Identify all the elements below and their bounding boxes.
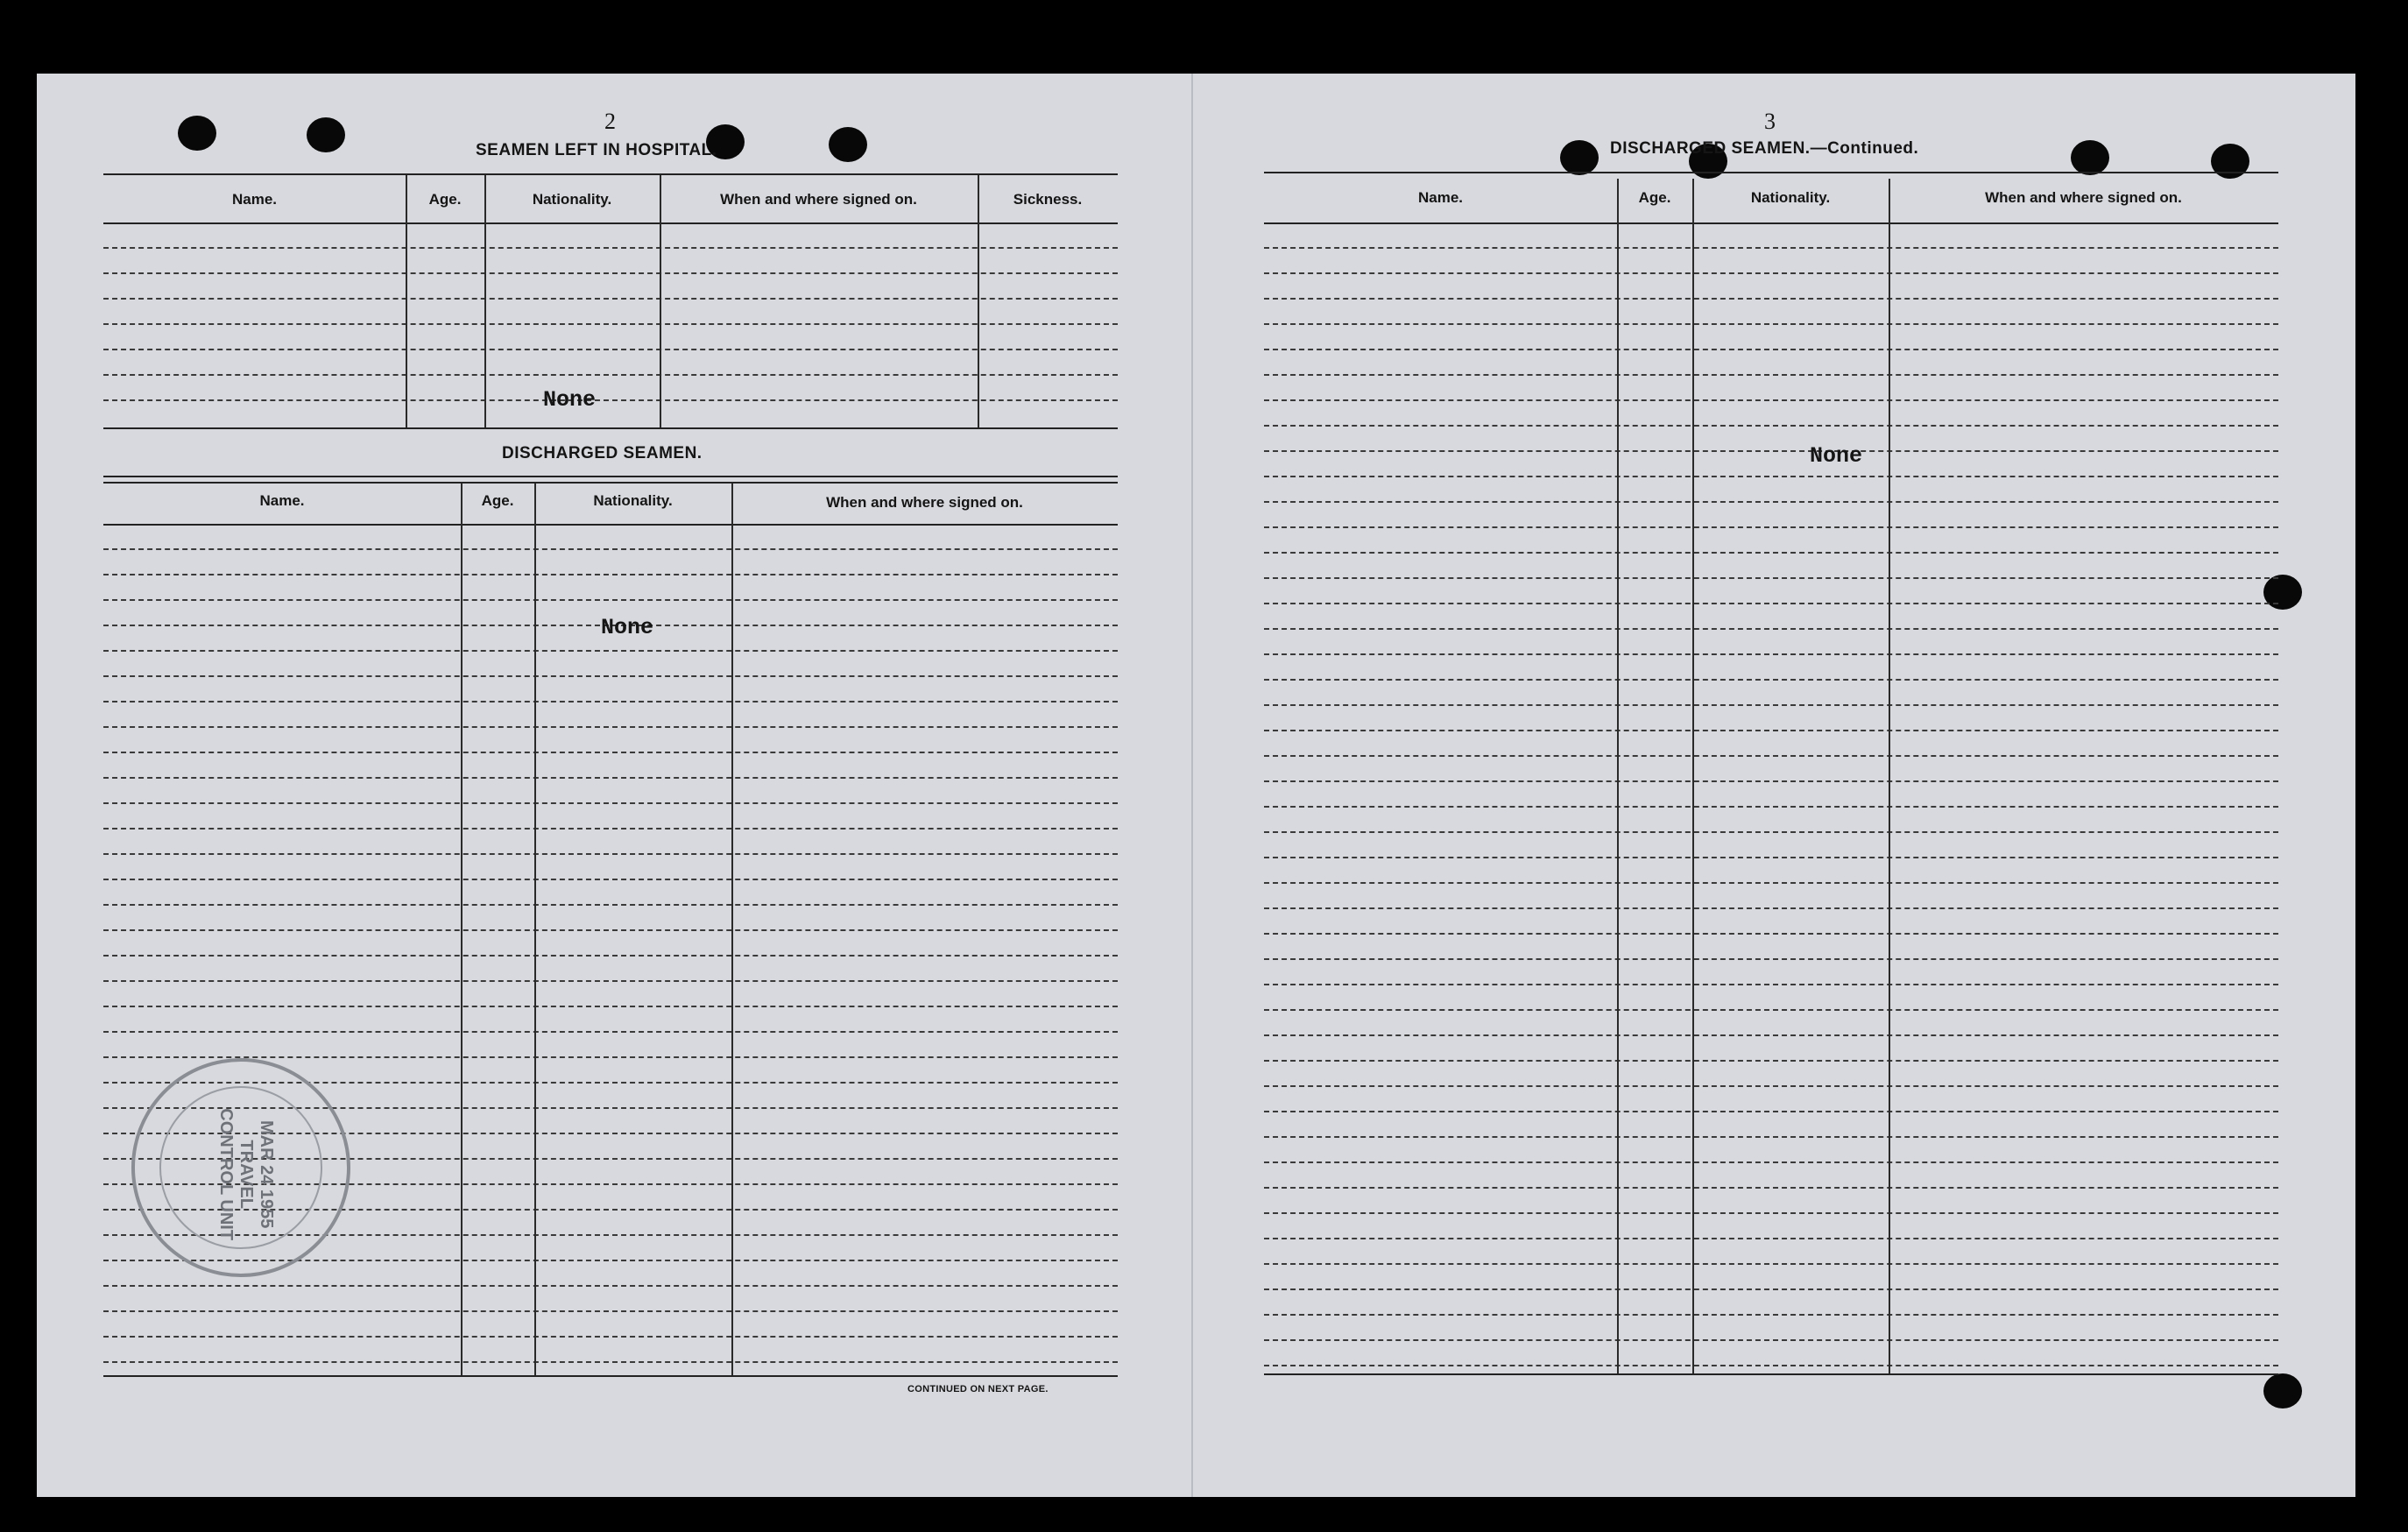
- ruled-line: [1264, 1136, 2278, 1138]
- ruled-line: [103, 1285, 1118, 1287]
- ruled-line: [103, 1006, 1118, 1007]
- continued-col-age: Age.: [1638, 189, 1671, 206]
- ruled-line: [103, 853, 1118, 855]
- discharged-col-age: Age.: [481, 492, 514, 509]
- punch-hole: [178, 116, 216, 151]
- hospital-col-divider: [978, 175, 979, 427]
- ruled-line: [103, 1031, 1118, 1033]
- punch-hole: [2071, 140, 2109, 175]
- ruled-line: [1264, 1263, 2278, 1265]
- ruled-line: [103, 802, 1118, 804]
- ruled-line: [1264, 1060, 2278, 1062]
- left-page-number: 2: [604, 109, 616, 134]
- punch-hole: [2263, 575, 2302, 610]
- ruled-line: [1264, 882, 2278, 884]
- ruled-line: [1264, 1009, 2278, 1011]
- ruled-line: [1264, 907, 2278, 909]
- discharged-col-signed-on: When and where signed on.: [826, 494, 1023, 511]
- ruled-line: [1264, 1085, 2278, 1087]
- continued-header-rule: [1264, 222, 2278, 224]
- ruled-line: [1264, 1314, 2278, 1316]
- continued-top-rule: [1264, 172, 2278, 173]
- hospital-col-name: Name.: [231, 191, 278, 208]
- hospital-col-signed-on: When and where signed on.: [720, 191, 917, 208]
- ruled-line: [1264, 247, 2278, 249]
- document-sheet: [37, 74, 2355, 1497]
- ruled-line: [103, 1056, 1118, 1058]
- ruled-line: [103, 548, 1118, 550]
- ruled-line: [1264, 1161, 2278, 1163]
- ruled-line: [1264, 806, 2278, 808]
- ruled-line: [103, 574, 1118, 575]
- ruled-line: [103, 726, 1118, 728]
- ruled-line: [103, 675, 1118, 677]
- continued-col-signed-on: When and where signed on.: [1985, 189, 2182, 206]
- discharged-top-rule-2: [103, 482, 1118, 484]
- hospital-none-entry: None: [543, 387, 597, 413]
- ruled-line: [103, 955, 1118, 957]
- ruled-line: [1264, 476, 2278, 477]
- hospital-col-sickness: Sickness.: [1013, 191, 1083, 208]
- page-fold: [1191, 74, 1193, 1497]
- ruled-line: [103, 272, 1118, 274]
- continued-col-divider: [1889, 179, 1890, 1373]
- ruled-line: [1264, 298, 2278, 300]
- ruled-line: [103, 349, 1118, 350]
- ruled-line: [1264, 577, 2278, 579]
- continued-bottom-rule: [1264, 1373, 2278, 1375]
- discharged-col-divider: [461, 484, 463, 1375]
- ruled-line: [1264, 1187, 2278, 1189]
- ruled-line: [103, 929, 1118, 931]
- ruled-line: [1264, 1339, 2278, 1341]
- discharged-col-divider: [534, 484, 536, 1375]
- discharged-bottom-rule: [103, 1375, 1118, 1377]
- continued-section-title: DISCHARGED SEAMEN.—Continued.: [1610, 139, 1919, 158]
- discharged-header-rule: [103, 524, 1118, 526]
- hospital-header-rule: [103, 222, 1118, 224]
- ruled-line: [1264, 857, 2278, 858]
- hospital-col-divider: [660, 175, 661, 427]
- ruled-line: [1264, 1212, 2278, 1214]
- discharged-col-name: Name.: [259, 492, 305, 509]
- ruled-line: [1264, 755, 2278, 757]
- ruled-line: [1264, 704, 2278, 706]
- punch-hole: [1560, 140, 1599, 175]
- ruled-line: [1264, 603, 2278, 604]
- ruled-line: [1264, 349, 2278, 350]
- continued-none-entry: None: [1810, 443, 1863, 469]
- punch-hole: [307, 117, 345, 152]
- ruled-line: [1264, 730, 2278, 731]
- ruled-line: [1264, 272, 2278, 274]
- ruled-line: [1264, 628, 2278, 630]
- ruled-line: [103, 980, 1118, 982]
- punch-hole: [2211, 144, 2249, 179]
- ruled-line: [1264, 958, 2278, 960]
- ruled-line: [1264, 1034, 2278, 1036]
- hospital-col-age: Age.: [428, 191, 462, 208]
- ruled-line: [1264, 1365, 2278, 1366]
- discharged-top-rule: [103, 476, 1118, 477]
- ruled-line: [103, 247, 1118, 249]
- ruled-line: [1264, 679, 2278, 681]
- ruled-line: [103, 650, 1118, 652]
- ruled-line: [103, 599, 1118, 601]
- ruled-line: [103, 701, 1118, 702]
- ruled-line: [1264, 526, 2278, 528]
- ruled-line: [103, 298, 1118, 300]
- discharged-col-nationality: Nationality.: [593, 492, 673, 509]
- ruled-line: [1264, 984, 2278, 985]
- continued-col-name: Name.: [1417, 189, 1464, 206]
- ruled-line: [103, 879, 1118, 880]
- hospital-bottom-rule: [103, 427, 1118, 429]
- ruled-line: [1264, 780, 2278, 782]
- ruled-line: [1264, 1111, 2278, 1112]
- continued-note: CONTINUED ON NEXT PAGE.: [907, 1384, 1049, 1394]
- right-page-number: 3: [1764, 109, 1776, 134]
- stamp-text: MAR 24 1955 TRAVEL CONTROL UNIT: [215, 1108, 276, 1241]
- ruled-line: [1264, 399, 2278, 401]
- hospital-col-divider: [484, 175, 486, 427]
- ruled-line: [103, 374, 1118, 376]
- ruled-line: [103, 904, 1118, 906]
- ruled-line: [1264, 1288, 2278, 1290]
- continued-col-nationality: Nationality.: [1750, 189, 1831, 206]
- ruled-line: [103, 399, 1118, 401]
- continued-col-divider: [1617, 179, 1619, 1373]
- ruled-line: [103, 1336, 1118, 1338]
- ruled-line: [1264, 450, 2278, 452]
- discharged-col-divider: [731, 484, 733, 1375]
- ruled-line: [103, 828, 1118, 830]
- hospital-col-nationality: Nationality.: [532, 191, 612, 208]
- hospital-section-title: SEAMEN LEFT IN HOSPITAL.: [476, 141, 717, 159]
- ruled-line: [103, 323, 1118, 325]
- ruled-line: [103, 777, 1118, 779]
- ruled-line: [1264, 425, 2278, 427]
- ruled-line: [1264, 552, 2278, 554]
- punch-hole: [829, 127, 867, 162]
- ruled-line: [103, 1310, 1118, 1312]
- ruled-line: [1264, 501, 2278, 503]
- ruled-line: [1264, 831, 2278, 833]
- ruled-line: [1264, 323, 2278, 325]
- discharged-section-title: DISCHARGED SEAMEN.: [502, 444, 703, 462]
- punch-hole: [2263, 1373, 2302, 1408]
- ruled-line: [1264, 653, 2278, 655]
- hospital-top-rule: [103, 173, 1118, 175]
- ruled-line: [1264, 933, 2278, 935]
- ruled-line: [103, 1361, 1118, 1363]
- ruled-line: [103, 752, 1118, 753]
- hospital-col-divider: [406, 175, 407, 427]
- ruled-line: [1264, 1238, 2278, 1239]
- continued-col-divider: [1692, 179, 1694, 1373]
- discharged-none-entry: None: [601, 615, 654, 640]
- ruled-line: [1264, 374, 2278, 376]
